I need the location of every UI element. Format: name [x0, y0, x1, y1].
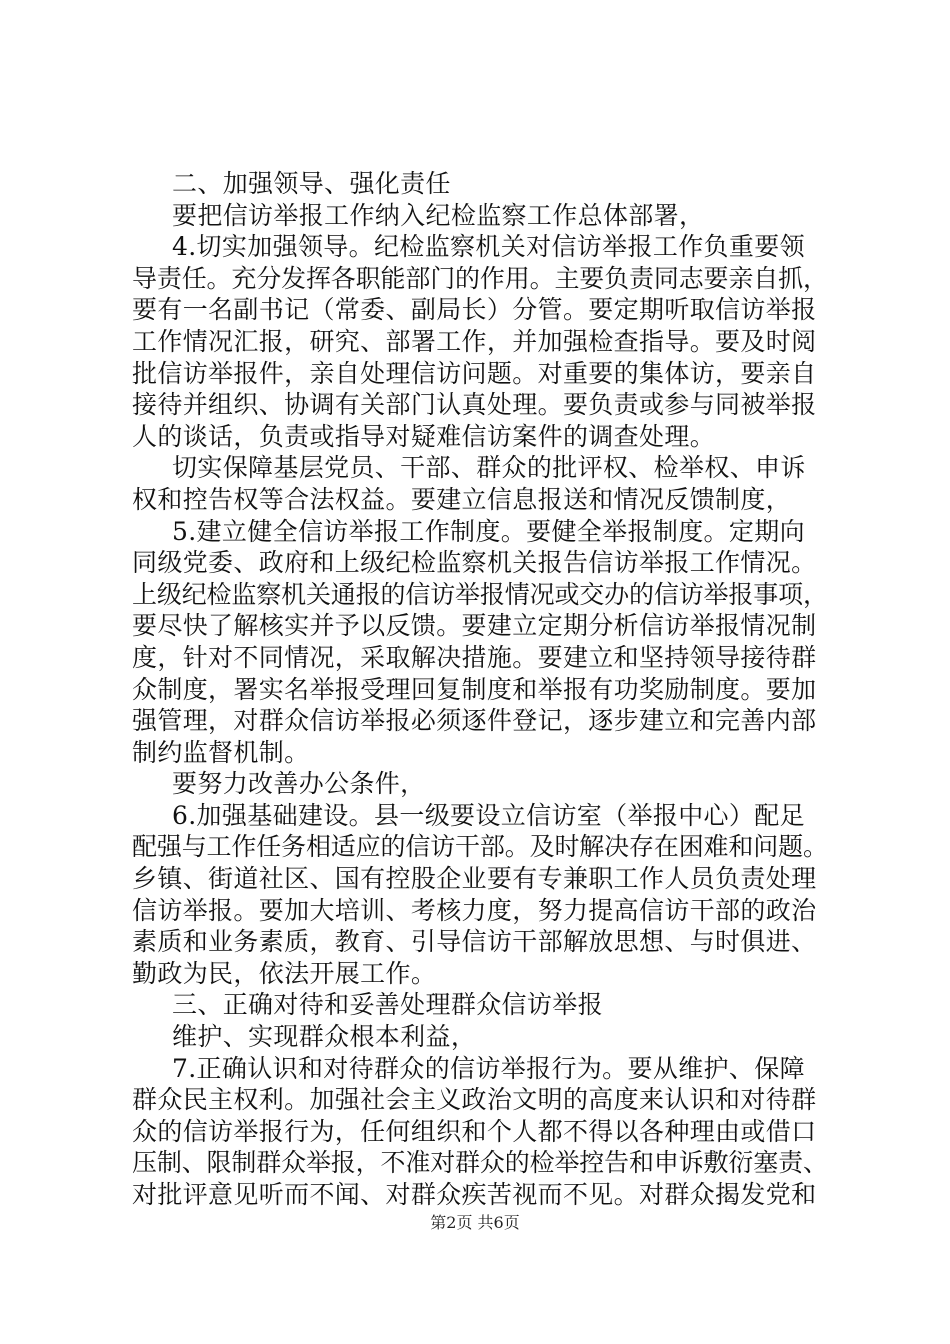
document-line: 要努力改善办公条件， — [172, 769, 426, 799]
document-line: 7.正确认识和对待群众的信访举报行为。要从维护、保障 — [172, 1053, 805, 1083]
document-line: 6.加强基础建设。县一级要设立信访室（举报中心）配足 — [172, 800, 805, 830]
document-line: 要把信访举报工作纳入纪检监察工作总体部署， — [172, 200, 705, 230]
document-line: 群众民主权利。加强社会主义政治文明的高度来认识和对待群 — [132, 1085, 817, 1115]
document-line: 众制度，署实名举报受理回复制度和举报有功奖励制度。要加 — [132, 674, 817, 704]
document-line: 上级纪检监察机关通报的信访举报情况或交办的信访举报事项， — [132, 579, 828, 609]
document-line: 接待并组织、协调有关部门认真处理。要负责或参与同被举报 — [132, 390, 817, 420]
document-line: 压制、限制群众举报，不准对群众的检举控告和申诉敷衍塞责、 — [132, 1148, 828, 1178]
document-line: 要有一名副书记（常委、副局长）分管。要定期听取信访举报 — [132, 295, 817, 325]
page-number-footer: 第2页 共6页 — [430, 1213, 520, 1232]
document-line: 要尽快了解核实并予以反馈。要建立定期分析信访举报情况制 — [132, 611, 817, 641]
document-line: 切实保障基层党员、干部、群众的批评权、检举权、申诉 — [172, 453, 806, 483]
document-line: 度，针对不同情况，采取解决措施。要建立和坚持领导接待群 — [132, 642, 817, 672]
document-line: 乡镇、街道社区、国有控股企业要有专兼职工作人员负责处理 — [132, 864, 817, 894]
document-line: 二、加强领导、强化责任 — [172, 169, 451, 198]
document-line: 对批评意见听而不闻、对群众疾苦视而不见。对群众揭发党和 — [132, 1180, 817, 1209]
document-line: 权和控告权等合法权益。要建立信息报送和情况反馈制度， — [132, 484, 792, 514]
document-line: 人的谈话，负责或指导对疑难信访案件的调查处理。 — [132, 421, 716, 451]
document-line: 勤政为民，依法开展工作。 — [132, 958, 437, 988]
document-line: 工作情况汇报，研究、部署工作，并加强检查指导。要及时阅 — [132, 326, 817, 356]
document-line: 批信访举报件，亲自处理信访问题。对重要的集体访，要亲自 — [132, 358, 817, 388]
document-line: 三、正确对待和妥善处理群众信访举报 — [172, 990, 603, 1020]
document-line: 强管理，对群众信访举报必须逐件登记，逐步建立和完善内部 — [132, 706, 817, 736]
document-line: 4.切实加强领导。纪检监察机关对信访举报工作负重要领 — [172, 232, 805, 262]
document-line: 5.建立健全信访举报工作制度。要健全举报制度。定期向 — [172, 516, 805, 546]
document-body — [132, 168, 832, 1211]
document-line: 众的信访举报行为，任何组织和个人都不得以各种理由或借口 — [132, 1116, 817, 1146]
document-line: 制约监督机制。 — [132, 737, 310, 767]
document-line: 同级党委、政府和上级纪检监察机关报告信访举报工作情况。 — [132, 548, 817, 578]
document-line: 信访举报。要加大培训、考核力度，努力提高信访干部的政治 — [132, 895, 817, 925]
document-line: 导责任。充分发挥各职能部门的作用。主要负责同志要亲自抓， — [132, 263, 828, 293]
document-line: 素质和业务素质，教育、引导信访干部解放思想、与时俱进、 — [132, 927, 817, 957]
document-line: 维护、实现群众根本利益， — [172, 1022, 477, 1052]
document-line: 配强与工作任务相适应的信访干部。及时解决存在困难和问题。 — [132, 832, 828, 862]
